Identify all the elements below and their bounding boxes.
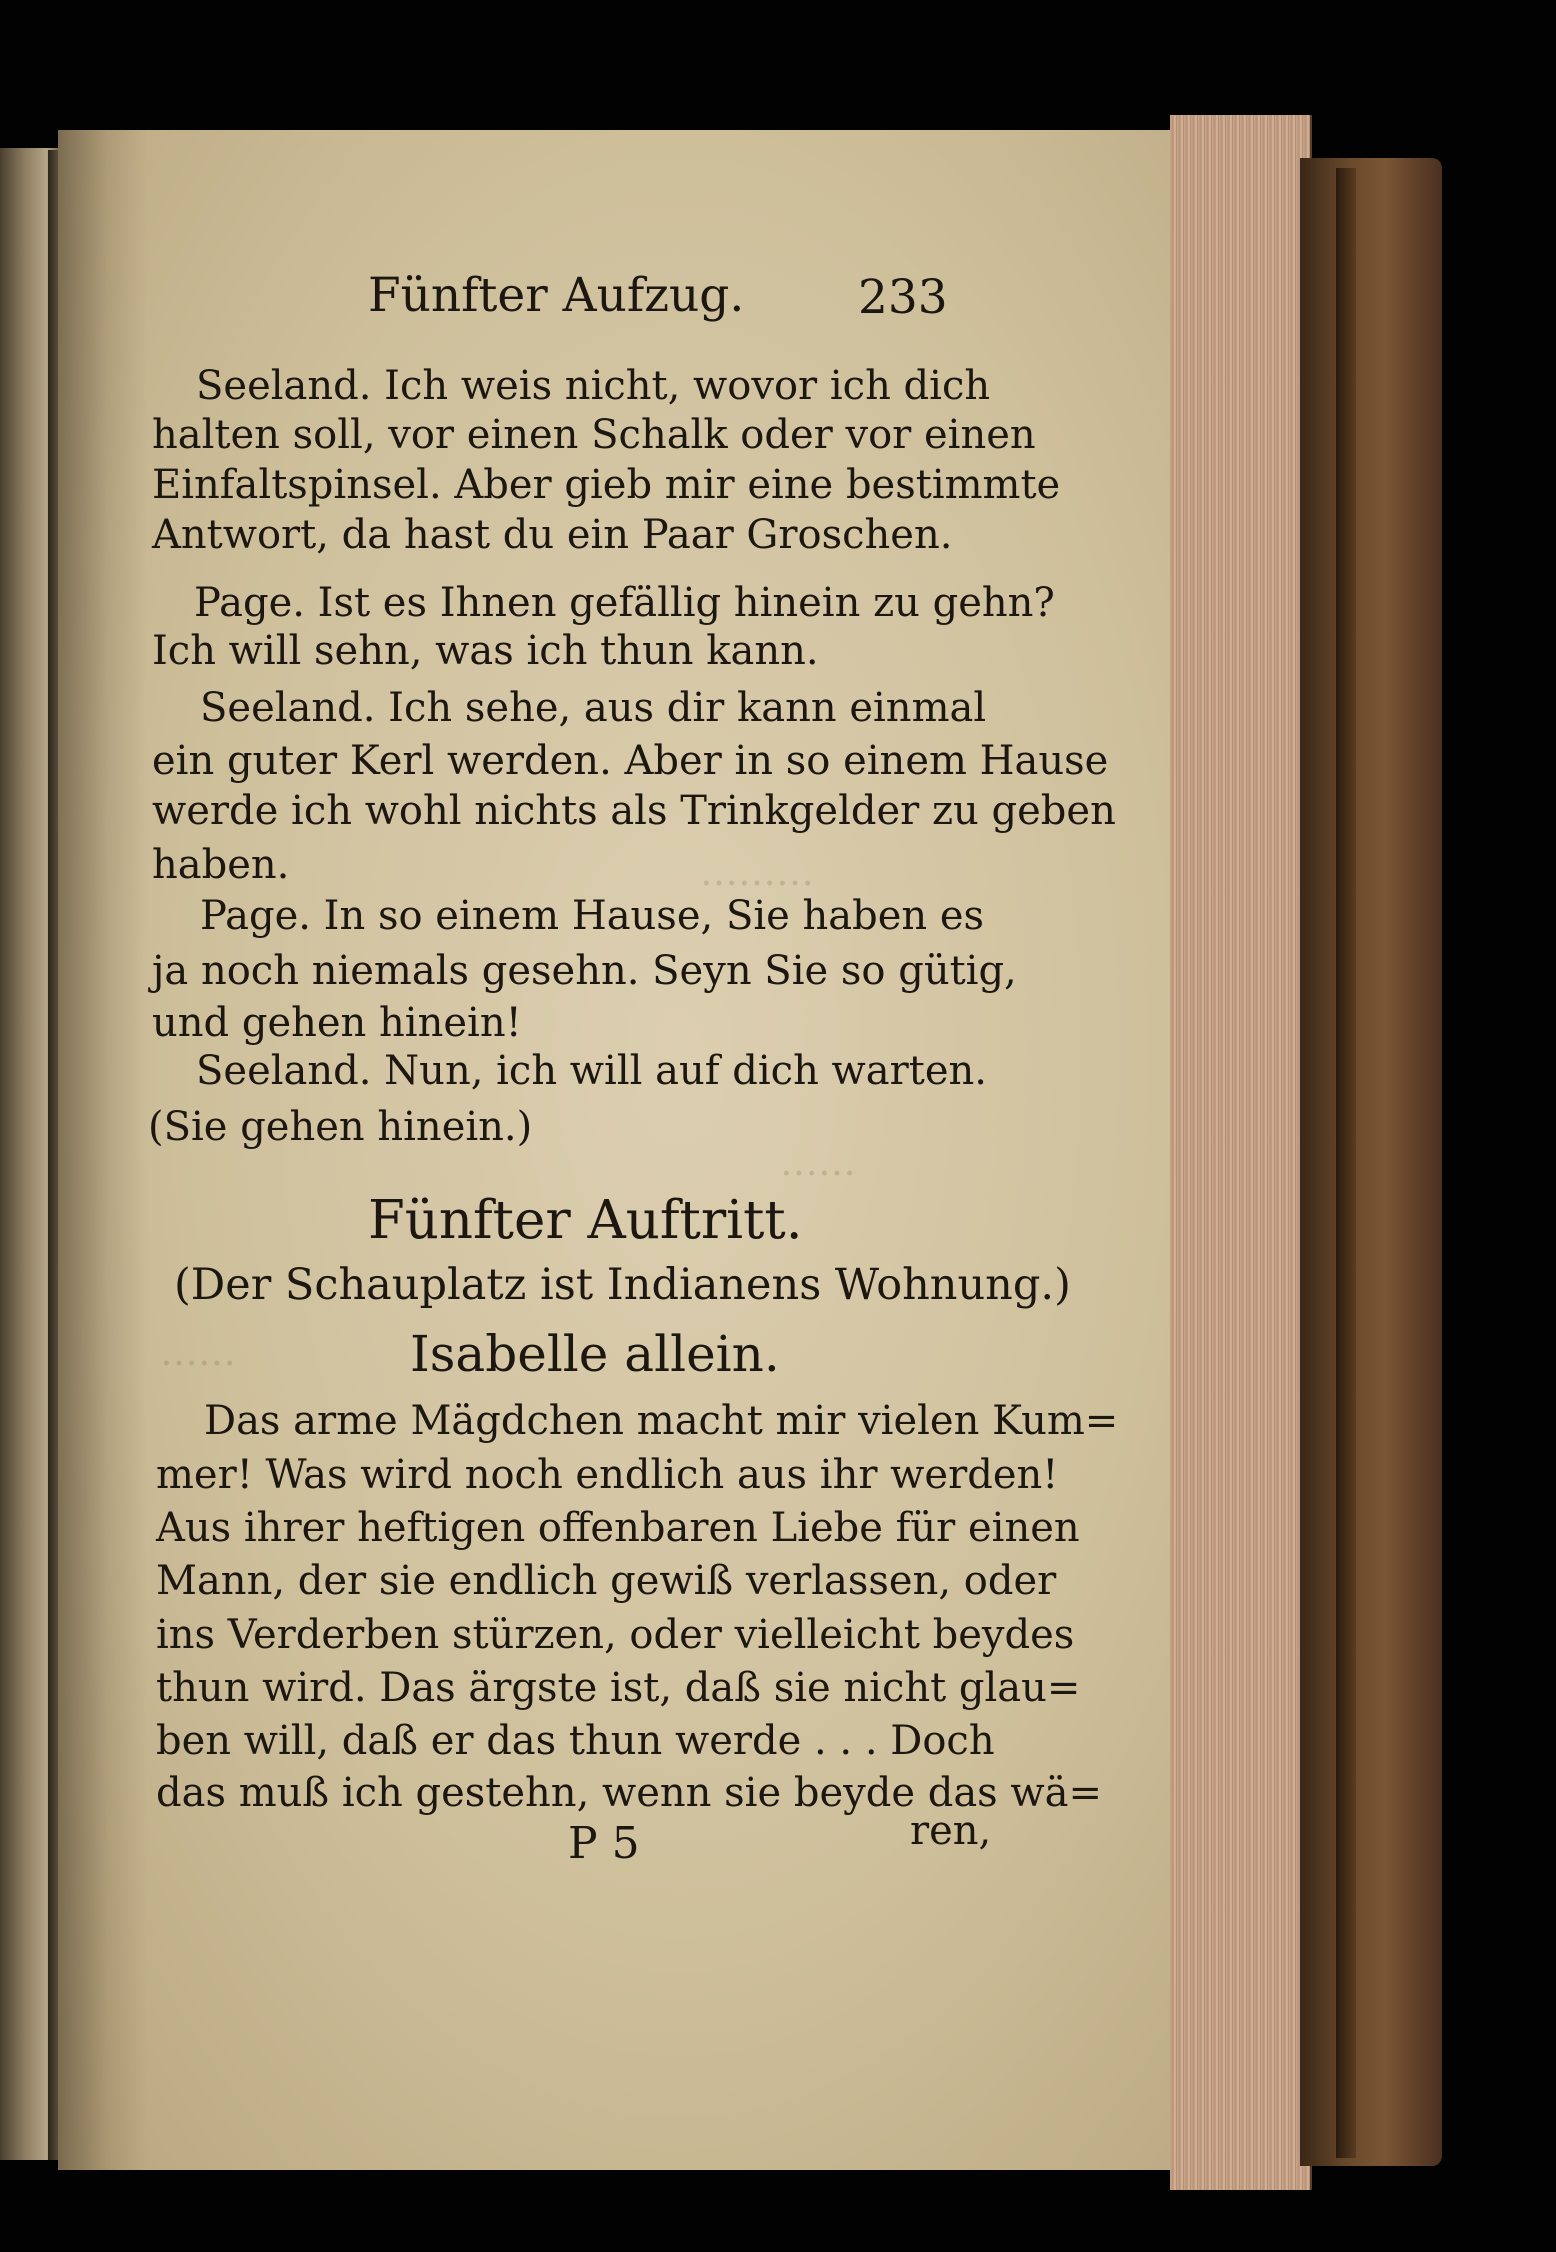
text-line: Seeland. Ich weis nicht, wovor ich dich bbox=[196, 363, 991, 409]
bleed-through-mark: …… bbox=[160, 1330, 236, 1374]
scene-setting: (Der Schauplatz ist Indianens Wohnung.) bbox=[174, 1260, 1071, 1310]
scene-character: Isabelle allein. bbox=[410, 1325, 780, 1383]
catchword: ren, bbox=[910, 1808, 992, 1854]
text-line: thun wird. Das ärgste ist, daß sie nicht glau= bbox=[156, 1665, 1081, 1711]
signature-mark: P 5 bbox=[568, 1818, 640, 1869]
text-line: Das arme Mägdchen macht mir vielen Kum= bbox=[204, 1398, 1119, 1444]
page-gutter-shadow bbox=[58, 130, 148, 2170]
text-line: werde ich wohl nichts als Trinkgelder zu geben bbox=[152, 788, 1116, 834]
text-line: Page. Ist es Ihnen gefällig hinein zu gehn? bbox=[194, 580, 1055, 626]
text-line: Seeland. Ich sehe, aus dir kann einmal bbox=[200, 685, 987, 731]
text-line: Mann, der sie endlich gewiß verlassen, oder bbox=[156, 1558, 1057, 1604]
text-line: Page. In so einem Hause, Sie haben es bbox=[200, 893, 985, 939]
text-line: haben. bbox=[152, 842, 290, 888]
text-line: (Sie gehen hinein.) bbox=[148, 1104, 533, 1150]
text-line: halten soll, vor einen Schalk oder vor einen bbox=[152, 412, 1036, 458]
text-line: Aus ihrer heftigen offenbaren Liebe für einen bbox=[156, 1505, 1080, 1551]
text-line: das muß ich gestehn, wenn sie beyde das wä= bbox=[156, 1770, 1103, 1816]
text-line: Einfaltspinsel. Aber gieb mir eine bestimmte bbox=[152, 462, 1061, 508]
text-line: ins Verderben stürzen, oder vielleicht beydes bbox=[156, 1612, 1075, 1658]
bleed-through-mark: …… bbox=[780, 1140, 856, 1184]
cover-edge bbox=[1336, 168, 1356, 2158]
text-line: mer! Was wird noch endlich aus ihr werden! bbox=[156, 1452, 1059, 1498]
book-cover bbox=[1300, 158, 1442, 2166]
text-line: Ich will sehn, was ich thun kann. bbox=[152, 628, 819, 674]
scene-title: Fünfter Auftritt. bbox=[368, 1190, 803, 1251]
text-line: und gehen hinein! bbox=[152, 1000, 522, 1046]
page-number: 233 bbox=[858, 270, 948, 325]
text-line: Seeland. Nun, ich will auf dich warten. bbox=[196, 1048, 987, 1094]
text-line: ja noch niemals gesehn. Seyn Sie so gütig, bbox=[152, 948, 1017, 994]
running-title: Fünfter Aufzug. bbox=[368, 268, 745, 323]
page-block-edges bbox=[1170, 115, 1312, 2190]
text-line: Antwort, da hast du ein Paar Groschen. bbox=[152, 512, 953, 558]
bleed-through-mark: ……… bbox=[700, 850, 814, 894]
text-line: ein guter Kerl werden. Aber in so einem Hause bbox=[152, 738, 1109, 784]
text-line: ben will, daß er das thun werde . . . Doch bbox=[156, 1718, 995, 1764]
